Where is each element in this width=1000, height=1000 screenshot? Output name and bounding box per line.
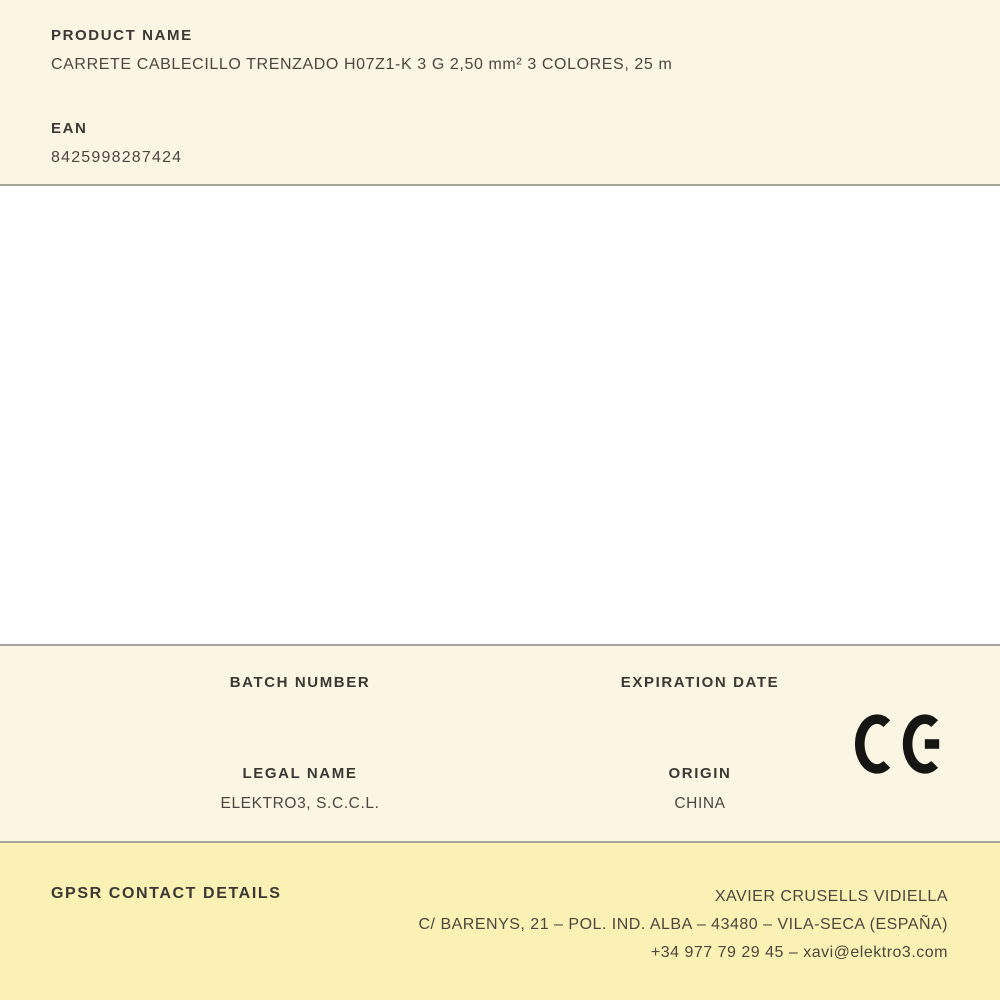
gpsr-contact-section [0,843,1000,1000]
product-name-block [51,27,949,74]
product-image-area [0,186,1000,646]
ean-block [51,120,949,167]
product-name-label: PRODUCT NAME [51,27,193,44]
batch-legal-section [0,646,1000,843]
origin-block [500,765,900,813]
ce-mark-icon [855,712,943,776]
legal-name-block [100,765,500,813]
gpsr-contact-details [419,883,949,1000]
batch-number-label: BATCH NUMBER [229,674,371,691]
ean-value: 8425998287424 [51,149,183,166]
origin-value: CHINA [674,795,726,812]
legal-name-value: ELEKTRO3, S.C.C.L. [220,795,380,812]
expiration-date-label: EXPIRATION DATE [620,674,780,691]
gpsr-contact-label: GPSR CONTACT DETAILS [51,885,282,902]
gpsr-contact-address: C/ BARENYS, 21 – POL. IND. ALBA – 43480 – VILA-SECA (ESPAÑA) [418,916,948,933]
legal-name-label: LEGAL NAME [242,765,358,782]
origin-label: ORIGIN [668,765,732,782]
product-info-section [0,0,1000,186]
batch-number-block [100,674,500,704]
product-name-value: CARRETE CABLECILLO TRENZADO H07Z1-K 3 G 2,50 mm² 3 COLORES, 25 m [51,56,673,73]
ean-label: EAN [51,120,88,137]
gpsr-contact-name: XAVIER CRUSELLS VIDIELLA [714,888,948,905]
expiration-date-block [500,674,900,704]
batch-expiration-row [100,674,900,704]
legal-origin-row [100,765,900,813]
gpsr-contact-phone-email: +34 977 79 29 45 – xavi@elektro3.com [650,944,948,961]
